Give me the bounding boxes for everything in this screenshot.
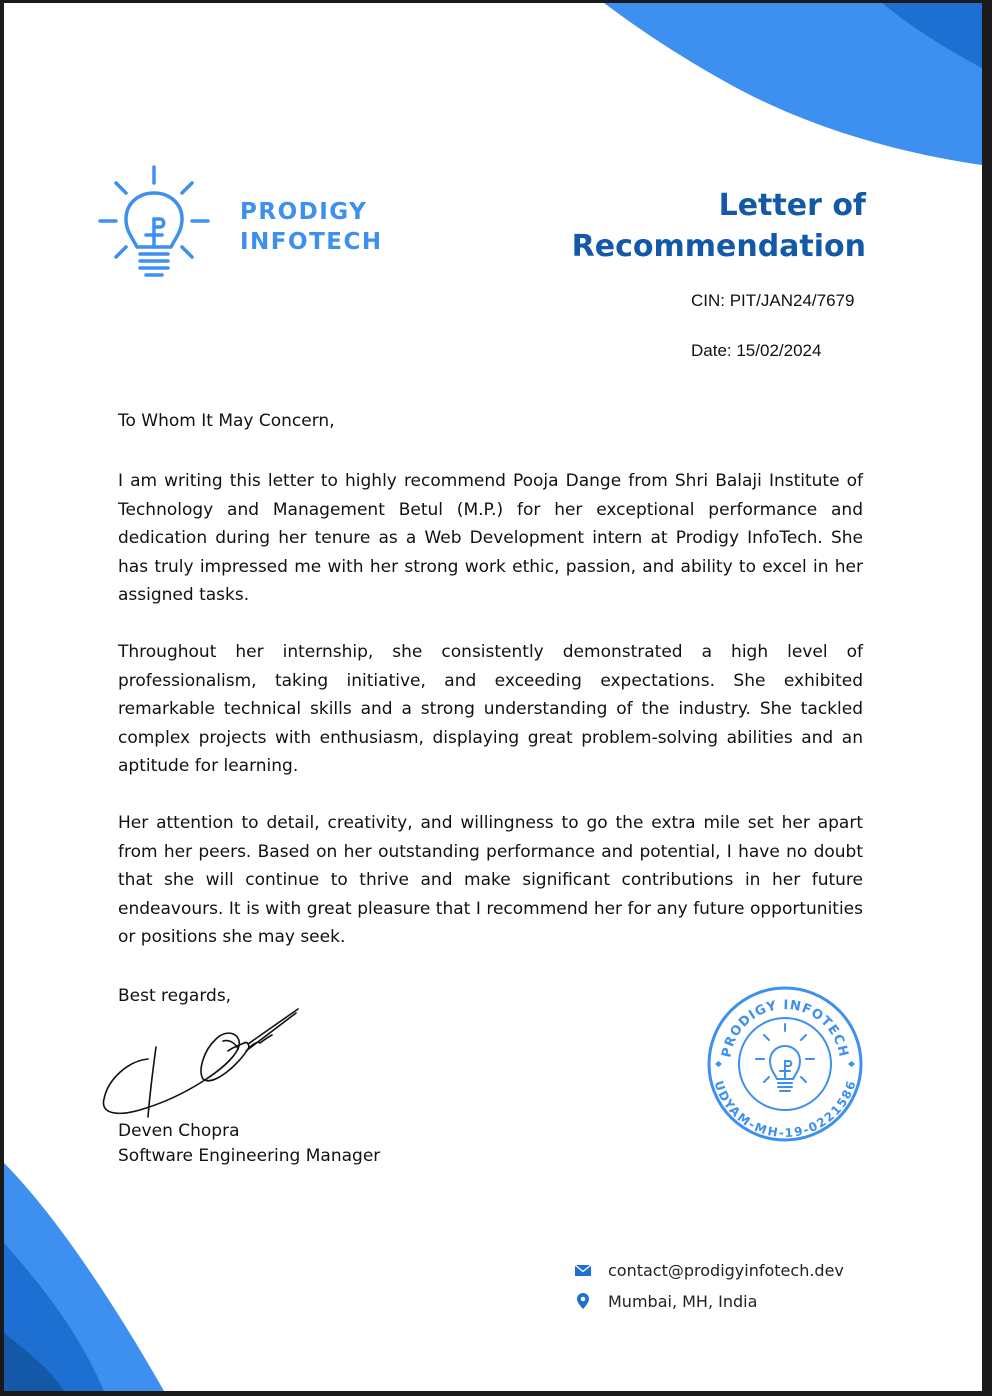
lightbulb-icon — [96, 161, 214, 283]
paragraph-3: Her attention to detail, creativity, and willingness to go the extra mile set her apart from her peers. Based on her outstanding performance and potential, I have no doubt that she will continue to thrive and make significant contributions in her future endeavours. It is with great pleasure that I recommend her for any future opportunities or positions she may seek. — [118, 813, 863, 948]
company-name — [240, 197, 383, 257]
letter-page — [4, 3, 982, 1391]
seal-lightbulb-icon — [756, 1024, 814, 1091]
envelope-icon — [574, 1261, 592, 1279]
paragraph-1: I am writing this letter to highly recommend Pooja Dange from Shri Balaji Institute of Technology and Management Betul (M.P.) for her exceptional performance and dedication during her tenure as a Web Development intern at Prodigy InfoTech. She has truly impressed me with her strong work ethic, passion, and ability to excel in her assigned tasks. — [118, 471, 863, 606]
contact-location-row — [574, 1289, 757, 1313]
company-seal — [706, 985, 864, 1143]
company-name-line1: PRODIGY — [240, 199, 368, 225]
seal-bottom-text: UDYAM-MH-19-0221586 — [711, 1078, 859, 1141]
salutation: To Whom It May Concern, — [118, 411, 335, 431]
document-title-line1: Letter of — [718, 188, 866, 223]
signatory-name: Deven Chopra — [118, 1121, 240, 1141]
seal-top-text: PRODIGY INFOTECH — [719, 997, 851, 1059]
contact-location: Mumbai, MH, India — [608, 1291, 758, 1311]
closing: Best regards, — [118, 986, 232, 1006]
signature — [98, 999, 308, 1129]
map-pin-icon — [574, 1292, 592, 1310]
cin-number: CIN: PIT/JAN24/7679 — [691, 291, 855, 310]
paragraph-2: Throughout her internship, she consistently demonstrated a high level of professionalism, taking initiative, and exceeding expectations. She exhibited remarkable technical skills and a strong understanding of the industry. She tackled complex projects with enthusiasm, displaying great problem-solving abilities and an aptitude for learning. — [118, 642, 863, 777]
document-title-line2: Recommendation — [571, 229, 866, 264]
signatory-role: Software Engineering Manager — [118, 1146, 381, 1166]
document-title — [572, 185, 866, 267]
company-name-line2: INFOTECH — [240, 229, 383, 255]
contact-email[interactable]: contact@prodigyinfotech.dev — [608, 1260, 844, 1280]
letter-date: Date: 15/02/2024 — [691, 341, 822, 360]
contact-email-row — [574, 1258, 844, 1282]
